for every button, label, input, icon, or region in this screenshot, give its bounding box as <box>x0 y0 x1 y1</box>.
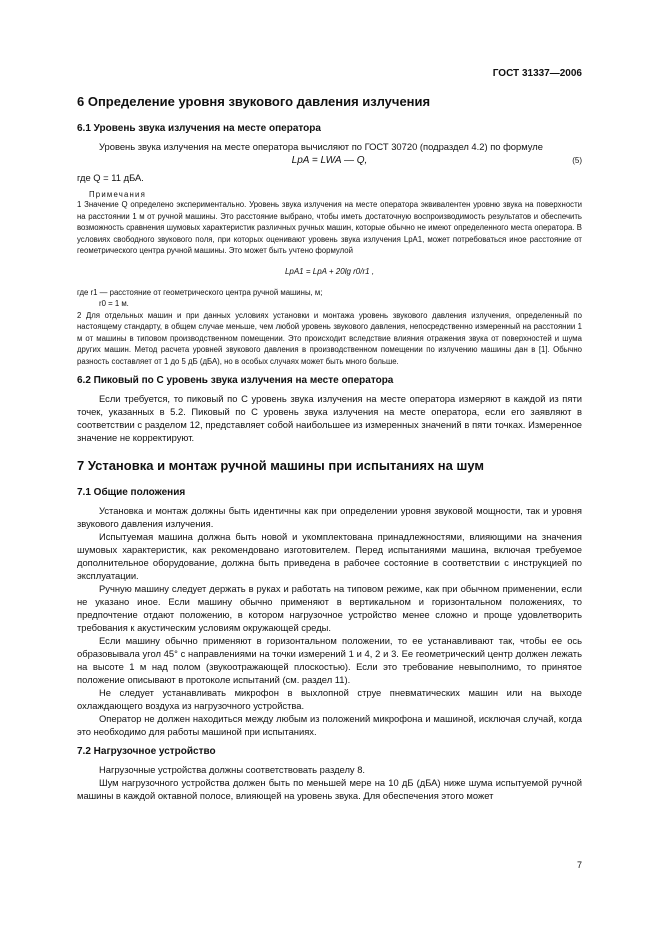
formula-note: LpA1 = LpA + 20lg r0/r1 , <box>284 266 375 276</box>
r0-value: r0 = 1 м. <box>99 299 129 308</box>
paragraph: Нагрузочные устройства должны соответствовать разделу 8. <box>99 764 366 775</box>
notes-title: Примечания <box>89 190 147 199</box>
paragraph: Ручную машину следует держать в руках и работать на типовом режиме, как при обычном применении, если не указано иное. Если машину обычно применяют в вертикальном и горизонтальном положениях, то предпочтение отдают положению, в котором нагрузочное устройство менее сложно и проще удовлетворить требования к акустическим условиям окружающей среды. <box>77 583 582 633</box>
paragraph: Если машину обычно применяют в горизонтальном положении, то ее устанавливают так, чтобы ее ось образовывала угол 45° с направлениями на точки измерений 1 и 4, 2 и 3. Ее геометрический центр должен лежать на высоте 1 м над полом (звукоотражающей плоскостью). Если это требование невыполнимо, то принятое положение описывают в протоколе испытаний (см. раздел 11). <box>77 635 582 685</box>
subsection-7-2-title: 7.2 Нагрузочное устройство <box>77 746 216 757</box>
subsection-6-2-title: 6.2 Пиковый по С уровень звука излучения на месте оператора <box>77 375 394 386</box>
subsection-6-1-title: 6.1 Уровень звука излучения на месте оператора <box>77 123 321 134</box>
paragraph: Не следует устанавливать микрофон в выхлопной струе пневматических машин или на выходе охлаждающего воздуха из нагрузочного устройства. <box>77 687 582 711</box>
paragraph: где Q = 11 дБА. <box>77 172 144 183</box>
paragraph: Уровень звука излучения на месте оператора вычисляют по ГОСТ 30720 (подраздел 4.2) по формуле <box>99 141 543 152</box>
subsection-7-1-title: 7.1 Общие положения <box>77 487 186 498</box>
note-2: 2 Для отдельных машин и при данных условиях установки и монтажа уровень звукового давления излучения, определенный по настоящему стандарту, в общем случае меньше, чем любой уровень звукового давления, непосредственно измеренный на расстоянии 1 м от машины в типовом производственном помещении. Это происходит вследствие влияния отражения звука от поверхностей и шума других машин. Метод расчета уровней звукового давления в производственном помещении по излучению машины дан в [1]. Обычно разность составляет от 1 до 5 дБ (дБА), но в особых случаях может быть много больше. <box>77 310 582 366</box>
formula-text: LpA = LWA — Q, <box>291 155 368 166</box>
section-6-title: 6 Определение уровня звукового давления излучения <box>77 94 431 109</box>
paragraph: Испытуемая машина должна быть новой и укомплектована принадлежностями, влияющими на значения шумовых характеристик, как рекомендовано изготовителем. Перед испытаниями машина, включая требуемое дополнительное оборудование, должна быть приведена в рабочее состояние в соответствии с инструкцией по эксплуатации. <box>77 531 582 581</box>
paragraph: Установка и монтаж должны быть идентичны как при определении уровня звуковой мощности, так и уровня звукового давления излучения. <box>77 505 582 529</box>
page-content <box>77 94 582 802</box>
where-r1: где r1 — расстояние от геометрического центра ручной машины, м; <box>77 287 323 297</box>
paragraph: Оператор не должен находиться между любым из положений микрофона и машиной, исключая случай, когда это необходимо для работы машиной при испытаниях. <box>77 713 582 737</box>
formula-number: (5) <box>572 156 582 165</box>
paragraph: Если требуется, то пиковый по С уровень звука излучения на месте оператора измеряют в каждой из пяти точек, указанных в 5.2. Пиковый по С уровень звука излучения на месте оператора, если его заявляют в соответствии с разделом 12, представляет собой наибольшее из измеренных значений в пяти точках. Измеренное значение не корректируют. <box>77 393 582 443</box>
page-number: 7 <box>576 860 582 870</box>
paragraph: Шум нагрузочного устройства должен быть по меньшей мере на 10 дБ (дБА) ниже шума испытуемой ручной машины в каждой октавной полосе, влияющей на уровень звука. Для обеспечения этого может <box>77 777 582 801</box>
standard-code: ГОСТ 31337—2006 <box>492 68 582 79</box>
formula-5 <box>77 153 582 171</box>
section-7-title: 7 Установка и монтаж ручной машины при испытаниях на шум <box>77 458 484 473</box>
note-1: 1 Значение Q определено экспериментально. Уровень звука излучения на месте оператора эквивалентен уровню звука на поверхности на расстоянии 1 м от ручной машины. Это расстояние выбрано, чтобы иметь достаточную воспроизводимость результатов и обеспечить возможность сравнения шумовых характеристик различных ручных машин, которые обычно не имеют определенного места оператора. В условиях свободного звукового поля, при которых оценивают уровень звука излучения LpA1, может потребоваться иное расстояние от геометрического центра ручной машины. Это может быть учтено формулой <box>77 200 582 255</box>
